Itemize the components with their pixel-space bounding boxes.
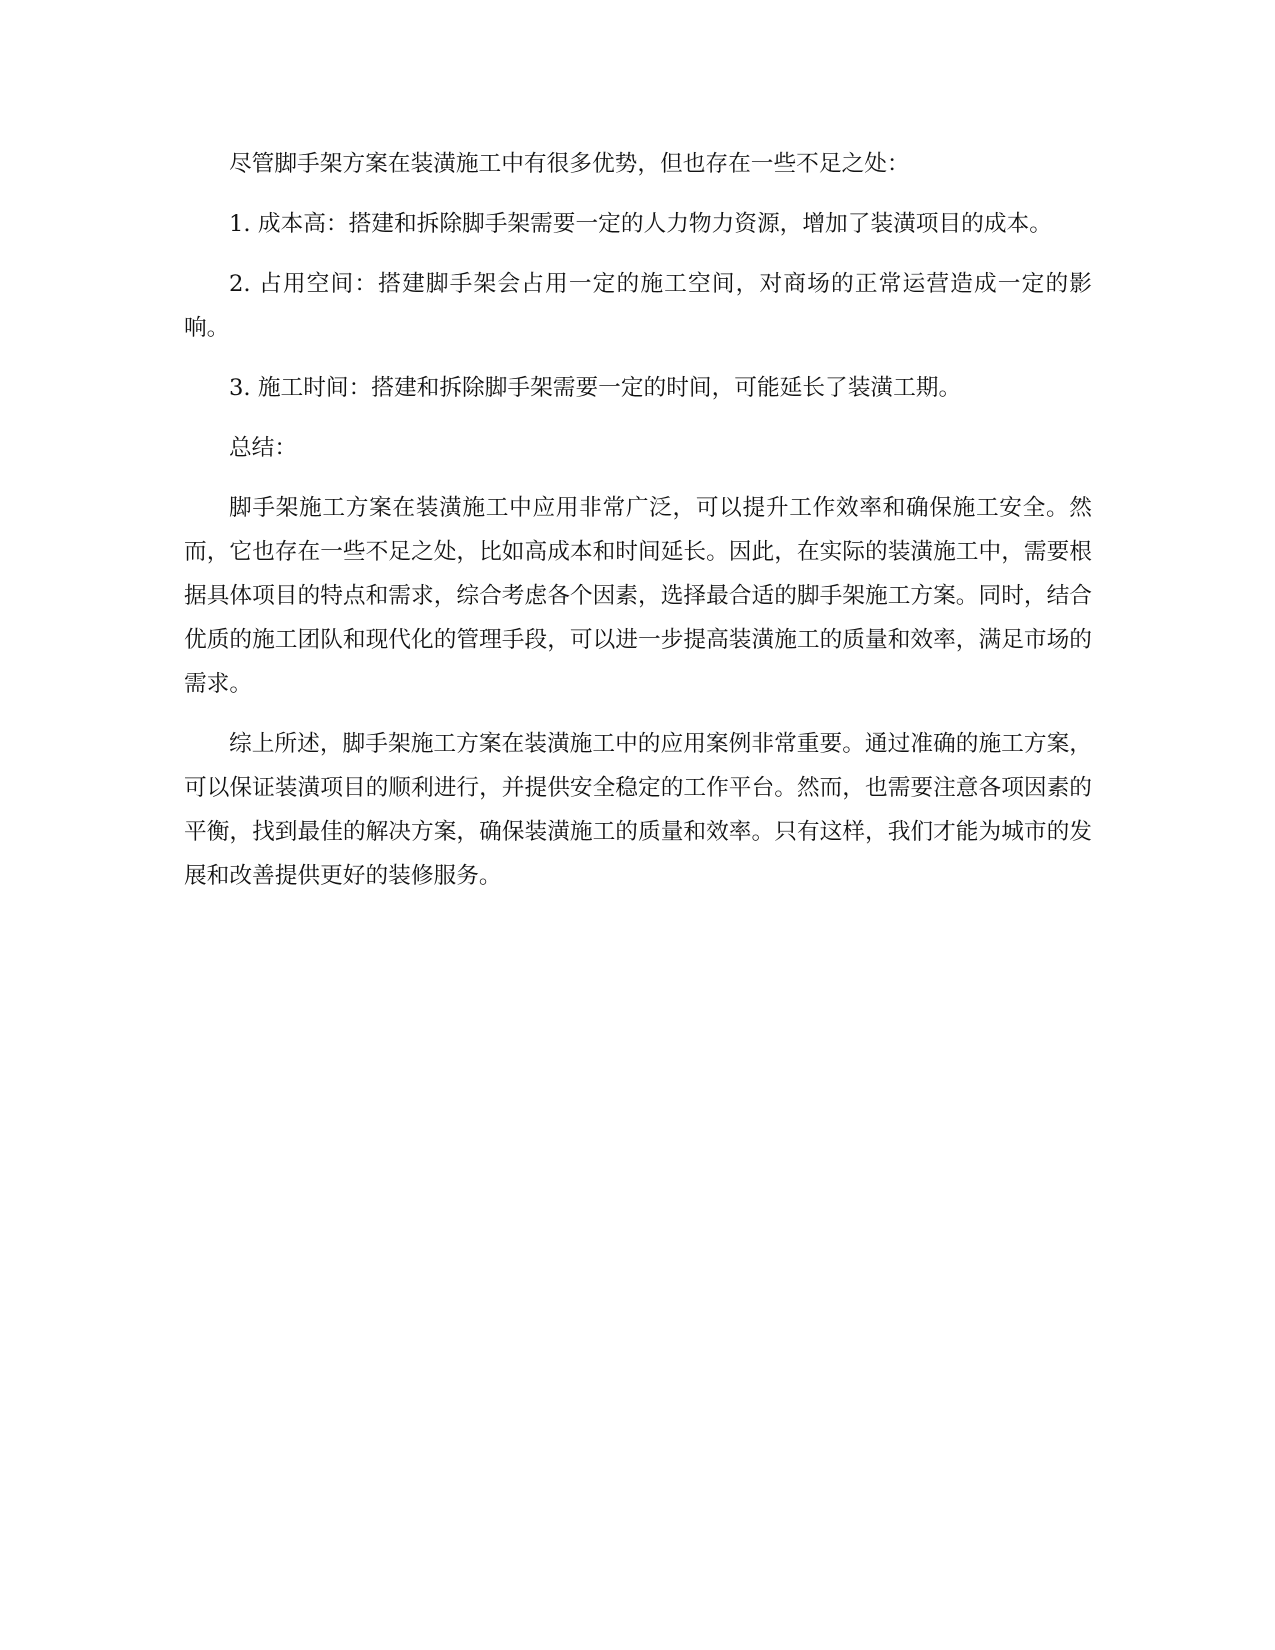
list-item-time: 3. 施工时间：搭建和拆除脚手架需要一定的时间，可能延长了装潢工期。 — [229, 375, 962, 401]
conclusion-paragraph: 综上所述，脚手架施工方案在装潢施工中的应用案例非常重要。通过准确的施工方案，可以保证装潢项目的顺利进行，并提供安全稳定的工作平台。然而，也需要注意各项因素的平衡，找到最佳的解决方案，确保装潢施工的质量和效率。只有这样，我们才能为城市的发展和改善提供更好的装修服务。 — [184, 731, 1092, 889]
summary-heading: 总结： — [229, 435, 298, 461]
list-item-cost: 1. 成本高：搭建和拆除脚手架需要一定的人力物力资源，增加了装潢项目的成本。 — [229, 211, 1052, 237]
list-item-space: 2. 占用空间：搭建脚手架会占用一定的施工空间，对商场的正常运营造成一定的影响。 — [184, 271, 1092, 341]
document-body — [184, 142, 1092, 914]
summary-paragraph: 脚手架施工方案在装潢施工中应用非常广泛，可以提升工作效率和确保施工安全。然而，它也存在一些不足之处，比如高成本和时间延长。因此，在实际的装潢施工中，需要根据具体项目的特点和需求，综合考虑各个因素，选择最合适的脚手架施工方案。同时，结合优质的施工团队和现代化的管理手段，可以进一步提高装潢施工的质量和效率，满足市场的需求。 — [184, 495, 1092, 697]
intro-paragraph: 尽管脚手架方案在装潢施工中有很多优势，但也存在一些不足之处： — [229, 151, 910, 177]
